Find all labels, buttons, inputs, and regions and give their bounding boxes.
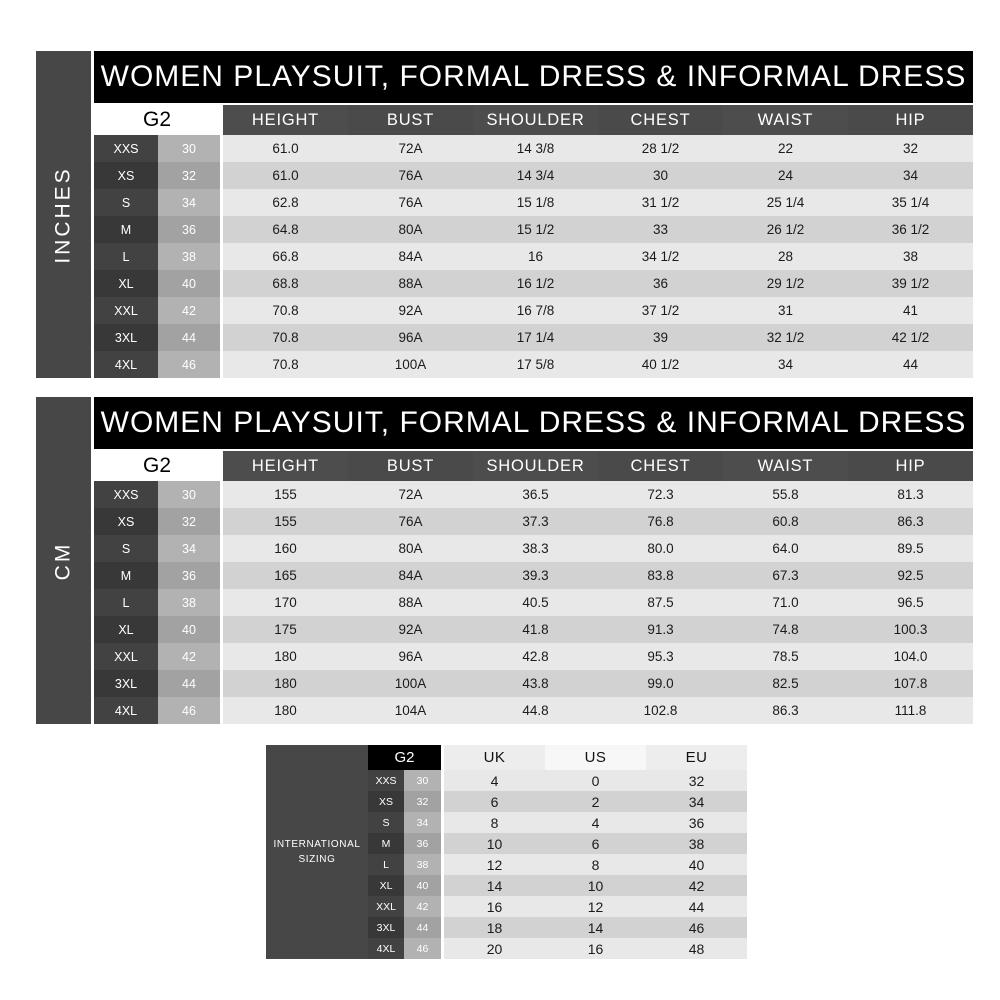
data-cell: 44 (848, 351, 973, 378)
size-number-cell: 34 (158, 535, 223, 562)
data-cell: 4 (545, 812, 646, 833)
size-number-cell: 40 (158, 616, 223, 643)
data-cell: 81.3 (848, 481, 973, 508)
size-name-cell: L (94, 589, 158, 616)
data-cell: 80A (348, 216, 473, 243)
data-cell: 72.3 (598, 481, 723, 508)
size-number-cell: 36 (158, 216, 223, 243)
size-name-cell: S (94, 189, 158, 216)
data-cell: 28 (723, 243, 848, 270)
data-cell: 12 (545, 896, 646, 917)
size-number-cell: 42 (158, 643, 223, 670)
size-name-cell: L (368, 854, 404, 875)
data-cell: 175 (223, 616, 348, 643)
size-number-cell: 40 (158, 270, 223, 297)
data-cell: 100A (348, 670, 473, 697)
column-header-waist: WAIST (723, 105, 848, 135)
data-cell: 60.8 (723, 508, 848, 535)
column-header-uk: UK (444, 745, 545, 770)
data-cell: 91.3 (598, 616, 723, 643)
data-cell: 33 (598, 216, 723, 243)
data-cell: 34 1/2 (598, 243, 723, 270)
data-cell: 70.8 (223, 297, 348, 324)
data-cell: 92A (348, 616, 473, 643)
column-header-us: US (545, 745, 646, 770)
size-name-cell: L (94, 243, 158, 270)
size-name-cell: 4XL (94, 351, 158, 378)
data-cell: 20 (444, 938, 545, 959)
data-cell: 17 5/8 (473, 351, 598, 378)
data-cell: 35 1/4 (848, 189, 973, 216)
data-cell: 76A (348, 508, 473, 535)
size-name-cell: XL (94, 270, 158, 297)
data-cell: 165 (223, 562, 348, 589)
data-cell: 96.5 (848, 589, 973, 616)
data-cell: 96A (348, 324, 473, 351)
data-cell: 64.0 (723, 535, 848, 562)
data-cell: 6 (545, 833, 646, 854)
column-header-bust: BUST (348, 105, 473, 135)
column-header-height: HEIGHT (223, 451, 348, 481)
size-name-cell: XXL (94, 297, 158, 324)
data-cell: 76.8 (598, 508, 723, 535)
inches-size-grid (94, 105, 973, 378)
column-header-chest: CHEST (598, 451, 723, 481)
data-cell: 87.5 (598, 589, 723, 616)
data-cell: 32 (646, 770, 747, 791)
data-cell: 78.5 (723, 643, 848, 670)
data-cell: 100.3 (848, 616, 973, 643)
data-cell: 14 (545, 917, 646, 938)
data-cell: 16 (473, 243, 598, 270)
cm-unit-label: CM (51, 541, 75, 580)
data-cell: 100A (348, 351, 473, 378)
data-cell: 34 (646, 791, 747, 812)
data-cell: 40 1/2 (598, 351, 723, 378)
data-cell: 76A (348, 162, 473, 189)
cm-table-title: WOMEN PLAYSUIT, FORMAL DRESS & INFORMAL DRESS (94, 397, 973, 449)
data-cell: 24 (723, 162, 848, 189)
data-cell: 32 (848, 135, 973, 162)
size-number-cell: 44 (158, 670, 223, 697)
data-cell: 180 (223, 697, 348, 724)
data-cell: 71.0 (723, 589, 848, 616)
data-cell: 80A (348, 535, 473, 562)
data-cell: 111.8 (848, 697, 973, 724)
data-cell: 70.8 (223, 351, 348, 378)
data-cell: 62.8 (223, 189, 348, 216)
inches-table-title: WOMEN PLAYSUIT, FORMAL DRESS & INFORMAL DRESS (94, 51, 973, 103)
data-cell: 42 1/2 (848, 324, 973, 351)
inches-unit-label: INCHES (51, 165, 75, 264)
size-name-cell: 4XL (94, 697, 158, 724)
cm-table-main (94, 397, 973, 724)
data-cell: 61.0 (223, 135, 348, 162)
data-cell: 34 (848, 162, 973, 189)
data-cell: 41 (848, 297, 973, 324)
column-header-shoulder: SHOULDER (473, 451, 598, 481)
data-cell: 96A (348, 643, 473, 670)
data-cell: 6 (444, 791, 545, 812)
data-cell: 16 7/8 (473, 297, 598, 324)
data-cell: 22 (723, 135, 848, 162)
size-number-cell: 42 (404, 896, 444, 917)
data-cell: 40 (646, 854, 747, 875)
data-cell: 55.8 (723, 481, 848, 508)
size-number-cell: 46 (158, 697, 223, 724)
data-cell: 68.8 (223, 270, 348, 297)
data-cell: 86.3 (848, 508, 973, 535)
data-cell: 10 (545, 875, 646, 896)
international-size-grid (368, 745, 747, 959)
inches-table (36, 51, 973, 378)
size-name-cell: M (94, 216, 158, 243)
size-number-cell: 40 (404, 875, 444, 896)
size-number-cell: 38 (158, 589, 223, 616)
data-cell: 15 1/8 (473, 189, 598, 216)
size-name-cell: XXL (94, 643, 158, 670)
column-header-hip: HIP (848, 105, 973, 135)
data-cell: 180 (223, 643, 348, 670)
data-cell: 2 (545, 791, 646, 812)
data-cell: 67.3 (723, 562, 848, 589)
data-cell: 14 3/8 (473, 135, 598, 162)
data-cell: 89.5 (848, 535, 973, 562)
size-name-cell: XXS (94, 135, 158, 162)
data-cell: 31 1/2 (598, 189, 723, 216)
size-number-cell: 34 (404, 812, 444, 833)
data-cell: 42 (646, 875, 747, 896)
data-cell: 102.8 (598, 697, 723, 724)
size-system-header: G2 (368, 745, 444, 770)
data-cell: 37 1/2 (598, 297, 723, 324)
size-name-cell: S (94, 535, 158, 562)
size-number-cell: 46 (404, 938, 444, 959)
data-cell: 0 (545, 770, 646, 791)
data-cell: 25 1/4 (723, 189, 848, 216)
data-cell: 36.5 (473, 481, 598, 508)
column-header-hip: HIP (848, 451, 973, 481)
data-cell: 30 (598, 162, 723, 189)
data-cell: 14 (444, 875, 545, 896)
data-cell: 37.3 (473, 508, 598, 535)
data-cell: 72A (348, 481, 473, 508)
data-cell: 155 (223, 508, 348, 535)
column-header-height: HEIGHT (223, 105, 348, 135)
size-name-cell: XXS (94, 481, 158, 508)
international-sizing-label (266, 745, 368, 959)
data-cell: 38 (848, 243, 973, 270)
column-header-chest: CHEST (598, 105, 723, 135)
size-system-header: G2 (94, 451, 223, 481)
size-name-cell: M (94, 562, 158, 589)
size-system-header: G2 (94, 105, 223, 135)
data-cell: 80.0 (598, 535, 723, 562)
data-cell: 36 (646, 812, 747, 833)
data-cell: 14 3/4 (473, 162, 598, 189)
data-cell: 16 (444, 896, 545, 917)
data-cell: 72A (348, 135, 473, 162)
data-cell: 66.8 (223, 243, 348, 270)
data-cell: 4 (444, 770, 545, 791)
data-cell: 26 1/2 (723, 216, 848, 243)
size-number-cell: 34 (158, 189, 223, 216)
data-cell: 99.0 (598, 670, 723, 697)
data-cell: 92.5 (848, 562, 973, 589)
data-cell: 17 1/4 (473, 324, 598, 351)
size-number-cell: 30 (158, 135, 223, 162)
size-number-cell: 44 (158, 324, 223, 351)
data-cell: 32 1/2 (723, 324, 848, 351)
data-cell: 61.0 (223, 162, 348, 189)
data-cell: 76A (348, 189, 473, 216)
data-cell: 39 (598, 324, 723, 351)
size-number-cell: 30 (158, 481, 223, 508)
data-cell: 10 (444, 833, 545, 854)
data-cell: 64.8 (223, 216, 348, 243)
data-cell: 92A (348, 297, 473, 324)
data-cell: 29 1/2 (723, 270, 848, 297)
data-cell: 95.3 (598, 643, 723, 670)
international-table-main (368, 745, 747, 959)
size-name-cell: XL (94, 616, 158, 643)
data-cell: 36 (598, 270, 723, 297)
data-cell: 34 (723, 351, 848, 378)
data-cell: 8 (444, 812, 545, 833)
data-cell: 8 (545, 854, 646, 875)
data-cell: 43.8 (473, 670, 598, 697)
data-cell: 44 (646, 896, 747, 917)
cm-table (36, 397, 973, 724)
cm-size-grid (94, 451, 973, 724)
size-number-cell: 32 (158, 162, 223, 189)
data-cell: 40.5 (473, 589, 598, 616)
data-cell: 155 (223, 481, 348, 508)
data-cell: 42.8 (473, 643, 598, 670)
data-cell: 84A (348, 243, 473, 270)
data-cell: 74.8 (723, 616, 848, 643)
data-cell: 15 1/2 (473, 216, 598, 243)
data-cell: 44.8 (473, 697, 598, 724)
inches-unit-sidebar (36, 51, 91, 378)
size-name-cell: XXS (368, 770, 404, 791)
data-cell: 39.3 (473, 562, 598, 589)
size-name-cell: M (368, 833, 404, 854)
column-header-shoulder: SHOULDER (473, 105, 598, 135)
size-number-cell: 46 (158, 351, 223, 378)
data-cell: 83.8 (598, 562, 723, 589)
inches-table-main (94, 51, 973, 378)
data-cell: 28 1/2 (598, 135, 723, 162)
size-name-cell: 3XL (94, 670, 158, 697)
column-header-bust: BUST (348, 451, 473, 481)
data-cell: 12 (444, 854, 545, 875)
data-cell: 180 (223, 670, 348, 697)
data-cell: 107.8 (848, 670, 973, 697)
size-name-cell: 3XL (94, 324, 158, 351)
data-cell: 36 1/2 (848, 216, 973, 243)
size-number-cell: 42 (158, 297, 223, 324)
data-cell: 46 (646, 917, 747, 938)
data-cell: 38 (646, 833, 747, 854)
size-number-cell: 32 (158, 508, 223, 535)
size-number-cell: 44 (404, 917, 444, 938)
size-name-cell: 4XL (368, 938, 404, 959)
data-cell: 39 1/2 (848, 270, 973, 297)
size-name-cell: XS (368, 791, 404, 812)
size-name-cell: XS (94, 162, 158, 189)
size-name-cell: S (368, 812, 404, 833)
data-cell: 88A (348, 589, 473, 616)
international-sizing-table (266, 745, 747, 959)
data-cell: 88A (348, 270, 473, 297)
size-name-cell: XS (94, 508, 158, 535)
data-cell: 170 (223, 589, 348, 616)
data-cell: 82.5 (723, 670, 848, 697)
size-name-cell: 3XL (368, 917, 404, 938)
column-header-waist: WAIST (723, 451, 848, 481)
size-name-cell: XXL (368, 896, 404, 917)
cm-unit-sidebar (36, 397, 91, 724)
data-cell: 16 1/2 (473, 270, 598, 297)
data-cell: 70.8 (223, 324, 348, 351)
data-cell: 31 (723, 297, 848, 324)
data-cell: 41.8 (473, 616, 598, 643)
data-cell: 38.3 (473, 535, 598, 562)
data-cell: 104A (348, 697, 473, 724)
international-sizing-label-line1: INTERNATIONAL (273, 839, 361, 850)
size-number-cell: 32 (404, 791, 444, 812)
size-number-cell: 38 (404, 854, 444, 875)
size-number-cell: 36 (404, 833, 444, 854)
data-cell: 104.0 (848, 643, 973, 670)
data-cell: 86.3 (723, 697, 848, 724)
data-cell: 16 (545, 938, 646, 959)
data-cell: 48 (646, 938, 747, 959)
size-number-cell: 36 (158, 562, 223, 589)
size-number-cell: 38 (158, 243, 223, 270)
data-cell: 84A (348, 562, 473, 589)
column-header-eu: EU (646, 745, 747, 770)
size-number-cell: 30 (404, 770, 444, 791)
data-cell: 18 (444, 917, 545, 938)
data-cell: 160 (223, 535, 348, 562)
size-name-cell: XL (368, 875, 404, 896)
international-sizing-label-line2: SIZING (298, 854, 336, 865)
